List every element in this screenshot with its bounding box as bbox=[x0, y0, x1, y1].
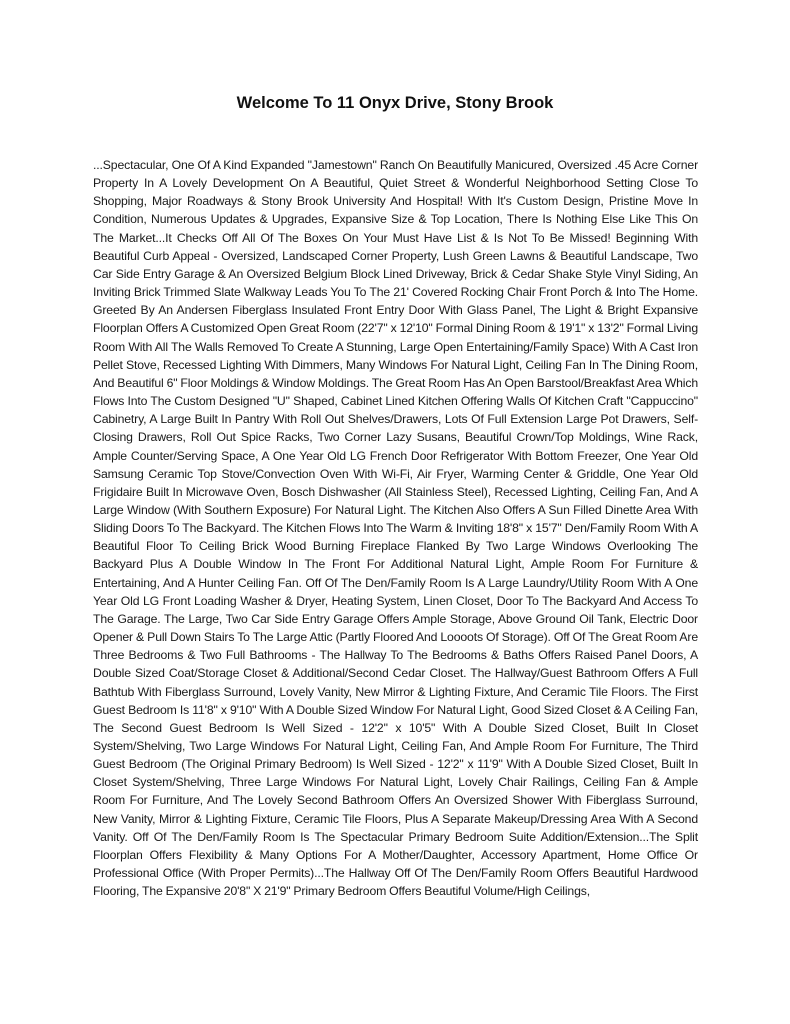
document-title: Welcome To 11 Onyx Drive, Stony Brook bbox=[236, 94, 554, 112]
document-body-paragraph: ...Spectacular, One Of A Kind Expanded "Jamestown" Ranch On Beautifully Manicured, Oversized .45 Acre Corner Property In A Lovely Development On A Beautiful, Quiet Street & Wonderful Neighborhood Setting Close To Shopping, Major Roadways & Stony Brook University And Hospital! With It's Custom Design, Pristine Move In Condition, Numerous Updates & Upgrades, Expansive Size & Top Location, There Is Nothing Else Like This On The Market...It Checks Off All Of The Boxes On Your Must Have List & Is Not To Be Missed! Beginning With Beautiful Curb Appeal - Oversized, Landscaped Corner Property, Lush Green Lawns & Beautiful Landscape, Two Car Side Entry Garage & An Oversized Belgium Block Lined Driveway, Brick & Cedar Shake Style Vinyl Siding, An Inviting Brick Trimmed Slate Walkway Leads You To The 21' Covered Rocking Chair Front Porch & Into The Home. Greeted By An Andersen Fiberglass Insulated Front Entry Door With Glass Panel, The Light & Bright Expansive Floorplan Offers A Customized Open Great Room (22'7" x 12'10" Formal Dining Room & 19'1" x 13'2" Formal Living Room With All The Walls Removed To Create A Stunning, Large Open Entertaining/Family Space) With A Cast Iron Pellet Stove, Recessed Lighting With Dimmers, Many Windows For Natural Light, Ceiling Fan In The Dining Room, And Beautiful 6" Floor Moldings & Window Moldings. The Great Room Has An Open Barstool/Breakfast Area Which Flows Into The Custom Designed "U" Shaped, Cabinet Lined Kitchen Offering Walls Of Kitchen Craft "Cappuccino" Cabinetry, A Large Built In Pantry With Roll Out Shelves/Drawers, Lots Of Full Extension Large Pot Drawers, Self-Closing Drawers, Roll Out Spice Racks, Two Corner Lazy Susans, Beautiful Crown/Top Moldings, Wine Rack, Ample Counter/Serving Space, A One Year Old LG French Door Refrigerator With Bottom Freezer, One Year Old Samsung Ceramic Top Stove/Convection Oven With Wi-Fi, Air Fryer, Warming Center & Griddle, One Year Old Frigidaire Built In Microwave Oven, Bosch Dishwasher (All Stainless Steel), Recessed Lighting, Ceiling Fan, And A Large Window (With Southern Exposure) For Natural Light. The Kitchen Also Offers A Sun Filled Dinette Area With Sliding Doors To The Backyard. The Kitchen Flows Into The Warm & Inviting 18'8" x 15'7" Den/Family Room With A Beautiful Floor To Ceiling Brick Wood Burning Fireplace Flanked By Two Large Windows Overlooking The Backyard Plus A Double Window In The Front For Additional Natural Light, Ample Room For Furniture & Entertaining, And A Hunter Ceiling Fan. Off Of The Den/Family Room Is A Large Laundry/Utility Room With A One Year Old LG Front Loading Washer & Dryer, Heating System, Linen Closet, Door To The Backyard And Access To The Garage. The Large, Two Car Side Entry Garage Offers Ample Storage, Above Ground Oil Tank, Electric Door Opener & Pull Down Stairs To The Large Attic (Partly Floored And Loooots Of Storage). Off Of The Great Room Are Three Bedrooms & Two Full Bathrooms - The Hallway To The Bedrooms & Baths Offers Raised Panel Doors, A Double Sized Coat/Storage Closet & Additional/Second Cedar Closet. The Hallway/Guest Bathroom Offers A Full Bathtub With Fiberglass Surround, Lovely Vanity, New Mirror & Lighting Fixture, And Ceramic Tile Floors. The First Guest Bedroom Is 11'8" x 9'10" With A Double Sized Window For Natural Light, Good Sized Closet & A Ceiling Fan, The Second Guest Bedroom Is Well Sized - 12'2" x 10'5" With A Double Sized Closet, Built In Closet System/Shelving, Two Large Windows For Natural Light, Ceiling Fan, And Ample Room For Furniture, The Third Guest Bedroom (The Original Primary Bedroom) Is Well Sized - 12'2" x 11'9" With A Double Sized Closet, Built In Closet System/Shelving, Three Large Windows For Natural Light, Lovely Chair Railings, Ceiling Fan & Ample Room For Furniture, And The Lovely Second Bathroom Offers An Oversized Shower With Fiberglass Surround, New Vanity, Mirror & Lighting Fixture, Ceramic Tile Floors, Plus A Separate Makeup/Dressing Area With A Second Vanity. Off Of The Den/Family Room Is The Spectacular Primary Bedroom Suite Addition/Extension...The Split Floorplan Offers Flexibility & Many Options For A Mother/Daughter, Accessory Apartment, Home Office Or Professional Office (With Proper Permits)...The Hallway Off Of The Den/Family Room Offers Beautiful Hardwood Flooring, The Expansive 20'8" X 21'9" Primary Bedroom Offers Beautiful Volume/High Ceilings, bbox=[93, 158, 698, 899]
